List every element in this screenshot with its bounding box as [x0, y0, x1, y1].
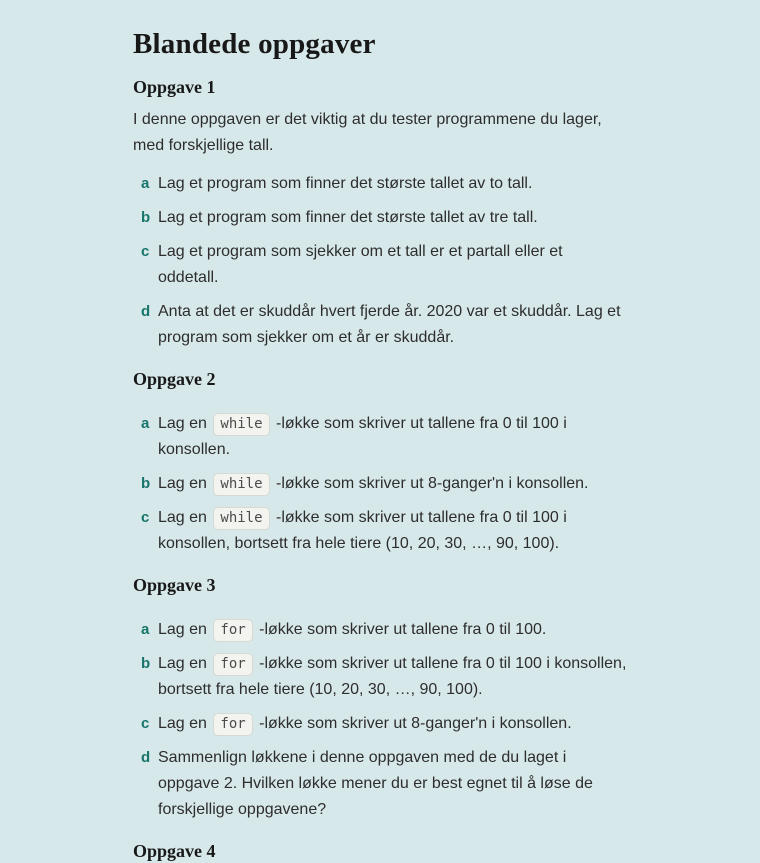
inline-code: for	[213, 619, 252, 642]
item-text: Lag et program som finner det største tallet av tre tall.	[158, 209, 538, 226]
item-letter: a	[141, 175, 150, 192]
item-text: Lag et program som finner det største tallet av to tall.	[158, 175, 533, 192]
inline-code: for	[213, 653, 252, 676]
item-text: oppgave 2. Hvilken løkke mener du er best egnet til å løse de	[158, 775, 593, 792]
task-item	[141, 651, 760, 703]
item-text: Lag en	[158, 621, 212, 638]
item-text: konsollen.	[158, 441, 231, 458]
item-letter: b	[141, 655, 151, 672]
item-text: -løkke som skriver ut tallene fra 0 til 100 i konsollen,	[254, 655, 627, 672]
intro-line: med forskjellige tall.	[133, 137, 274, 154]
item-letter: a	[141, 415, 150, 432]
item-text: Lag en	[158, 475, 212, 492]
item-text: forskjellige oppgavene?	[158, 801, 327, 818]
item-letter: b	[141, 209, 151, 226]
inline-code: for	[213, 713, 252, 736]
section-oppgave-4	[133, 839, 760, 863]
item-text: Lag en	[158, 715, 212, 732]
section-oppgave-2	[133, 367, 760, 557]
section-heading: Oppgave 1	[133, 77, 216, 97]
item-text: -løkke som skriver ut 8-ganger'n i konsollen.	[254, 715, 572, 732]
inline-code: while	[213, 473, 269, 496]
item-text: Anta at det er skuddår hvert fjerde år. 2020 var et skuddår. Lag et	[158, 303, 621, 320]
item-text: -løkke som skriver ut tallene fra 0 til 100 i	[271, 415, 567, 432]
item-text: -løkke som skriver ut tallene fra 0 til 100 i	[271, 509, 567, 526]
task-item	[141, 299, 760, 351]
task-list	[141, 617, 760, 823]
section-oppgave-1	[133, 75, 760, 351]
item-text: bortsett fra hele tiere (10, 20, 30, …, 90, 100).	[158, 681, 483, 698]
item-letter: b	[141, 475, 151, 492]
item-text: Lag en	[158, 415, 212, 432]
section-heading: Oppgave 4	[133, 841, 216, 861]
item-text: Sammenlign løkkene i denne oppgaven med de du laget i	[158, 749, 567, 766]
task-item	[141, 505, 760, 557]
item-letter: c	[141, 715, 150, 732]
task-item	[141, 205, 760, 231]
item-letter: c	[141, 509, 150, 526]
item-letter: d	[141, 303, 151, 320]
item-letter: c	[141, 243, 150, 260]
item-text: konsollen, bortsett fra hele tiere (10, 20, 30, …, 90, 100).	[158, 535, 560, 552]
item-text: oddetall.	[158, 269, 219, 286]
task-item	[141, 171, 760, 197]
section-heading: Oppgave 2	[133, 369, 216, 389]
item-text: Lag et program som sjekker om et tall er et partall eller et	[158, 243, 563, 260]
intro-line: I denne oppgaven er det viktig at du tester programmene du lager,	[133, 111, 602, 128]
task-item	[141, 471, 760, 497]
section-oppgave-3	[133, 573, 760, 823]
task-item	[141, 411, 760, 463]
section-intro	[133, 107, 760, 159]
task-item	[141, 239, 760, 291]
item-text: -løkke som skriver ut 8-ganger'n i konsollen.	[271, 475, 589, 492]
task-list	[141, 171, 760, 351]
inline-code: while	[213, 413, 269, 436]
task-item	[141, 745, 760, 823]
item-text: Lag en	[158, 509, 212, 526]
task-item	[141, 617, 760, 643]
item-text: program som sjekker om et år er skuddår.	[158, 329, 455, 346]
item-letter: a	[141, 621, 150, 638]
page-title: Blandede oppgaver	[133, 28, 376, 60]
item-text: Lag en	[158, 655, 212, 672]
task-list	[141, 411, 760, 557]
item-text: -løkke som skriver ut tallene fra 0 til 100.	[254, 621, 547, 638]
task-item	[141, 711, 760, 737]
section-heading: Oppgave 3	[133, 575, 216, 595]
item-letter: d	[141, 749, 151, 766]
inline-code: while	[213, 507, 269, 530]
